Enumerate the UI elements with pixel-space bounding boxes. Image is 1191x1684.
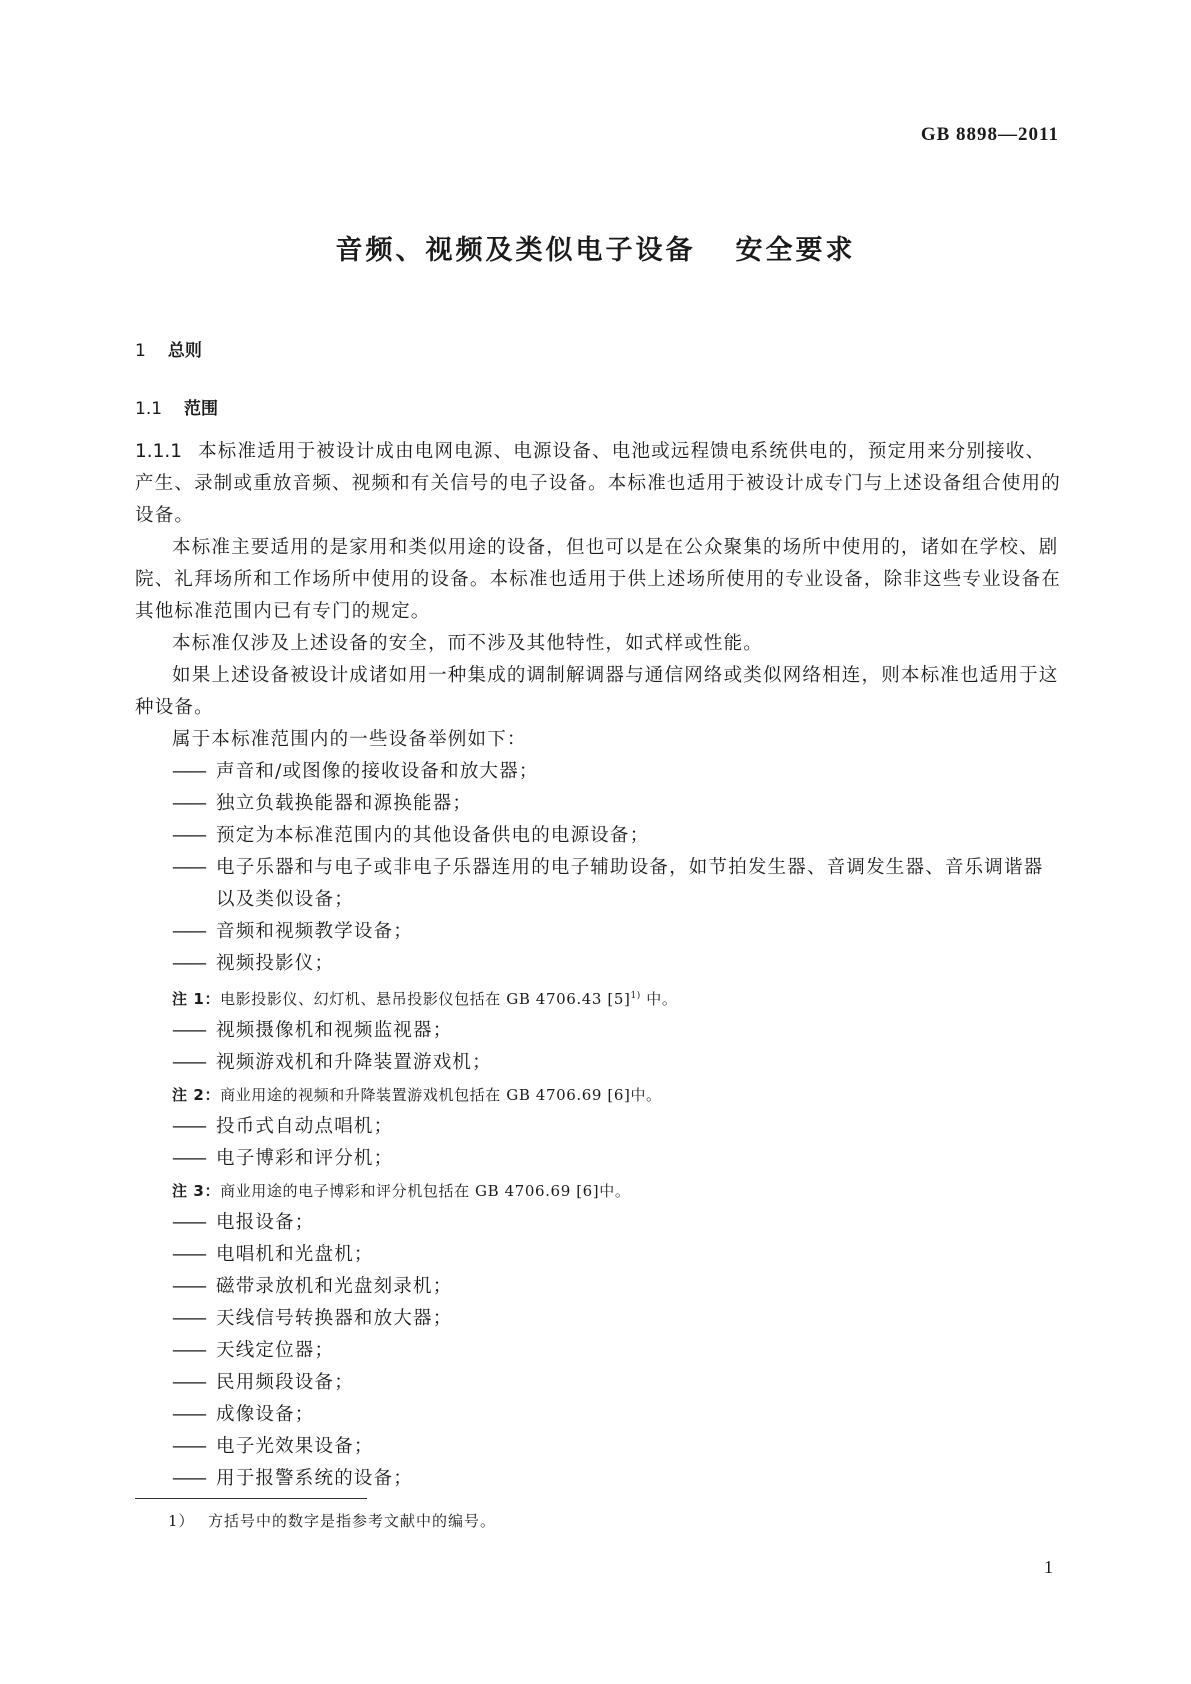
note-label: 注 1： xyxy=(172,990,221,1008)
dash-mark: —— xyxy=(172,1436,205,1457)
list-item-text: 用于报警系统的设备； xyxy=(216,1468,414,1489)
dash-mark: —— xyxy=(172,953,205,974)
dash-mark: —— xyxy=(172,921,205,942)
clause-number: 1.1.1 xyxy=(135,441,183,462)
dash-mark: —— xyxy=(172,857,205,878)
dash-mark: —— xyxy=(172,1020,205,1041)
paragraph: 本标准仅涉及上述设备的安全，而不涉及其他特性，如式样或性能。 xyxy=(172,633,764,654)
list-item-text: 投币式自动点唱机； xyxy=(216,1116,394,1137)
dash-mark: —— xyxy=(172,1212,205,1233)
note-1 xyxy=(135,980,1061,1015)
list-item-text: 独立负载换能器和源换能器； xyxy=(216,793,473,814)
list-item xyxy=(135,1335,1061,1367)
note-label: 注 2： xyxy=(172,1086,221,1104)
list-item xyxy=(135,948,1061,980)
footnote xyxy=(168,1510,496,1531)
document-body xyxy=(135,436,1061,1495)
dash-mark: —— xyxy=(172,1052,205,1073)
dash-mark: —— xyxy=(172,793,205,814)
list-item xyxy=(135,1271,1061,1303)
list-item-text: 电子光效果设备； xyxy=(216,1436,374,1457)
section-title: 范围 xyxy=(184,399,219,419)
list-item-text: 视频投影仪； xyxy=(216,953,335,974)
list-item-text: 成像设备； xyxy=(216,1404,315,1425)
dash-mark: —— xyxy=(172,1468,205,1489)
list-item xyxy=(135,820,1061,852)
footnote-text: 方括号中的数字是指参考文献中的编号。 xyxy=(208,1512,497,1530)
list-item xyxy=(135,1111,1061,1143)
list-item-text: 电报设备； xyxy=(216,1212,315,1233)
dash-mark: —— xyxy=(172,1372,205,1393)
dash-mark: —— xyxy=(172,825,205,846)
dash-mark: —— xyxy=(172,1116,205,1137)
list-item-text: 视频摄像机和视频监视器； xyxy=(216,1020,453,1041)
note-label: 注 3： xyxy=(172,1182,221,1200)
title-part-1: 音频、视频及类似电子设备 xyxy=(335,235,696,266)
list-item xyxy=(135,1143,1061,1175)
document-title xyxy=(0,228,1191,267)
dash-mark: —— xyxy=(172,1340,205,1361)
standard-code: GB 8898—2011 xyxy=(920,124,1059,145)
list-item-text: 天线信号转换器和放大器； xyxy=(216,1308,453,1329)
list-item-text: 电唱机和光盘机； xyxy=(216,1244,374,1265)
list-item xyxy=(135,916,1061,948)
list-item-text: 电子乐器和与电子或非电子乐器连用的电子辅助设备，如节拍发生器、音调发生器、音乐调谐器以及类似设备； xyxy=(216,857,1044,910)
section-title: 总则 xyxy=(167,341,202,361)
list-item-text: 声音和/或图像的接收设备和放大器； xyxy=(216,761,539,782)
note-text: 商业用途的电子博彩和评分机包括在 GB 4706.69 [6]中。 xyxy=(220,1182,631,1200)
section-number: 1 xyxy=(135,341,146,361)
list-item xyxy=(135,1431,1061,1463)
list-item xyxy=(135,1303,1061,1335)
section-heading-1 xyxy=(135,336,202,361)
footnote-number: 1） xyxy=(168,1512,195,1530)
list-item xyxy=(135,1015,1061,1047)
dash-mark: —— xyxy=(172,1404,205,1425)
paragraph: 属于本标准范围内的一些设备举例如下： xyxy=(172,729,527,750)
paragraph: 如果上述设备被设计成诸如用一种集成的调制解调器与通信网络或类似网络相连，则本标准也适用于这种设备。 xyxy=(135,665,1059,718)
list-item xyxy=(135,1399,1061,1431)
list-item-text: 天线定位器； xyxy=(216,1340,335,1361)
page-number: 1 xyxy=(1044,1557,1053,1577)
note-text: 商业用途的视频和升降装置游戏机包括在 GB 4706.69 [6]中。 xyxy=(220,1086,662,1104)
dash-mark: —— xyxy=(172,1244,205,1265)
dash-mark: —— xyxy=(172,1308,205,1329)
list-item xyxy=(135,1207,1061,1239)
dash-mark: —— xyxy=(172,761,205,782)
footnote-ref: 1) xyxy=(630,991,641,1001)
section-heading-1-1 xyxy=(135,394,218,419)
dash-mark: —— xyxy=(172,1148,205,1169)
title-part-2: 安全要求 xyxy=(735,235,856,266)
list-item xyxy=(135,1239,1061,1271)
list-item-text: 预定为本标准范围内的其他设备供电的电源设备； xyxy=(216,825,650,846)
note-text: 电影投影仪、幻灯机、悬吊投影仪包括在 GB 4706.43 [5] xyxy=(220,990,631,1008)
list-item xyxy=(135,1463,1061,1495)
note-2 xyxy=(135,1079,1061,1111)
list-item xyxy=(135,1047,1061,1079)
list-item-text: 民用频段设备； xyxy=(216,1372,354,1393)
note-tail: 中。 xyxy=(640,990,678,1008)
footnote-divider xyxy=(135,1498,367,1499)
list-item-text: 电子博彩和评分机； xyxy=(216,1148,394,1169)
list-item xyxy=(135,1367,1061,1399)
dash-mark: —— xyxy=(172,1276,205,1297)
list-item xyxy=(135,756,1061,788)
clause-1-1-1 xyxy=(135,436,1061,532)
section-number: 1.1 xyxy=(135,399,163,419)
list-item xyxy=(135,788,1061,820)
clause-text: 本标准适用于被设计成由电网电源、电源设备、电池或远程馈电系统供电的，预定用来分别接收、产生、录制或重放音频、视频和有关信号的电子设备。本标准也适用于被设计成专门与上述设备组合使用的设备。 xyxy=(135,441,1061,526)
list-item-text: 视频游戏机和升降装置游戏机； xyxy=(216,1052,492,1073)
list-item xyxy=(135,852,1061,916)
note-3 xyxy=(135,1175,1061,1207)
paragraph: 本标准主要适用的是家用和类似用途的设备，但也可以是在公众聚集的场所中使用的，诸如在学校、剧院、礼拜场所和工作场所中使用的设备。本标准也适用于供上述场所使用的专业设备，除非这些专业设备在其他标准范围内已有专门的规定。 xyxy=(135,537,1061,622)
list-item-text: 音频和视频教学设备； xyxy=(216,921,414,942)
list-item-text: 磁带录放机和光盘刻录机； xyxy=(216,1276,453,1297)
